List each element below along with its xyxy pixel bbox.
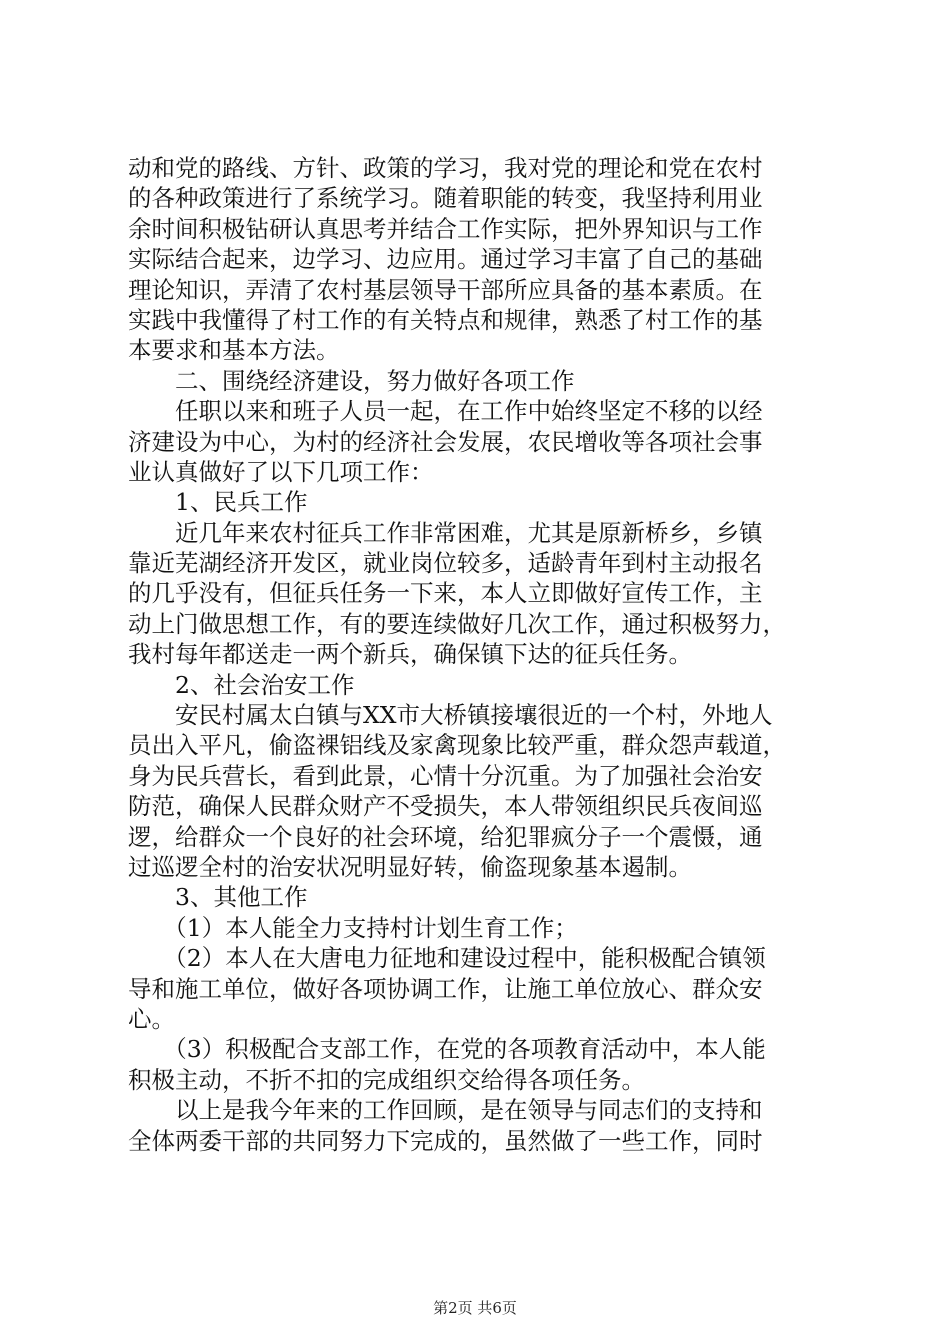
text-line: 本要求和基本方法。 [128,336,340,365]
text-line: 近几年来农村征兵工作非常困难，尤其是原新桥乡，乡镇 [128,518,763,547]
subsection-heading: 2、社会治安工作 [128,670,355,699]
text-line: 实践中我懂得了村工作的有关特点和规律，熟悉了村工作的基 [128,305,763,334]
page-number-footer: 第2页 共6页 [433,1299,517,1317]
text-line: 任职以来和班子人员一起，在工作中始终坚定不移的以经 [128,397,763,426]
text-line: 过巡逻全村的治安状况明显好转，偷盗现象基本遏制。 [128,852,692,881]
text-line: 导和施工单位，做好各项协调工作，让施工单位放心、群众安 [128,974,763,1003]
text-line: 业认真做好了以下几项工作： [128,457,434,486]
text-line: 余时间积极钻研认真思考并结合工作实际，把外界知识与工作 [128,214,763,243]
text-line: 实际结合起来，边学习、边应用。通过学习丰富了自己的基础 [128,245,763,274]
text-line: 逻，给群众一个良好的社会环境，给犯罪疯分子一个震慑，通 [128,822,763,851]
text-line: 动和党的路线、方针、政策的学习，我对党的理论和党在农村 [128,154,763,182]
text-line: 的各种政策进行了系统学习。随着职能的转变，我坚持利用业 [128,184,763,213]
text-line: 心。 [128,1004,175,1033]
text-line: 安民村属太白镇与XX市大桥镇接壤很近的一个村，外地人 [128,701,773,730]
text-line: 积极主动，不折不扣的完成组织交给得各项任务。 [128,1065,645,1094]
text-line: 的几乎没有，但征兵任务一下来，本人立即做好宣传工作，主 [128,579,763,608]
text-line: 我村每年都送走一两个新兵，确保镇下达的征兵任务。 [128,640,692,669]
list-item: （2）本人在大唐电力征地和建设过程中，能积极配合镇领 [128,944,766,973]
subsection-heading: 1、民兵工作 [128,488,308,517]
text-line: 防范，确保人民群众财产不受损失，本人带领组织民兵夜间巡 [128,792,763,821]
document-body [128,153,840,1156]
text-line: 理论知识，弄清了农村基层领导干部所应具备的基本素质。在 [128,275,763,304]
subsection-heading: 3、其他工作 [128,883,308,912]
text-line: 全体两委干部的共同努力下完成的，虽然做了一些工作，同时 [128,1126,763,1155]
list-item: （1）本人能全力支持村计划生育工作； [128,913,578,942]
text-line: 身为民兵营长，看到此景，心情十分沉重。为了加强社会治安 [128,761,763,790]
list-item: （3）积极配合支部工作，在党的各项教育活动中，本人能 [128,1035,766,1064]
text-line: 员出入平凡，偷盗裸铝线及家禽现象比较严重，群众怨声载道， [128,731,786,760]
text-line: 动上门做思想工作，有的要连续做好几次工作，通过积极努力， [128,609,786,638]
text-line: 以上是我今年来的工作回顾，是在领导与同志们的支持和 [128,1096,763,1125]
section-heading: 二、围绕经济建设，努力做好各项工作 [128,366,575,395]
text-line: 靠近芜湖经济开发区，就业岗位较多，适龄青年到村主动报名 [128,549,763,578]
text-line: 济建设为中心，为村的经济社会发展，农民增收等各项社会事 [128,427,763,456]
